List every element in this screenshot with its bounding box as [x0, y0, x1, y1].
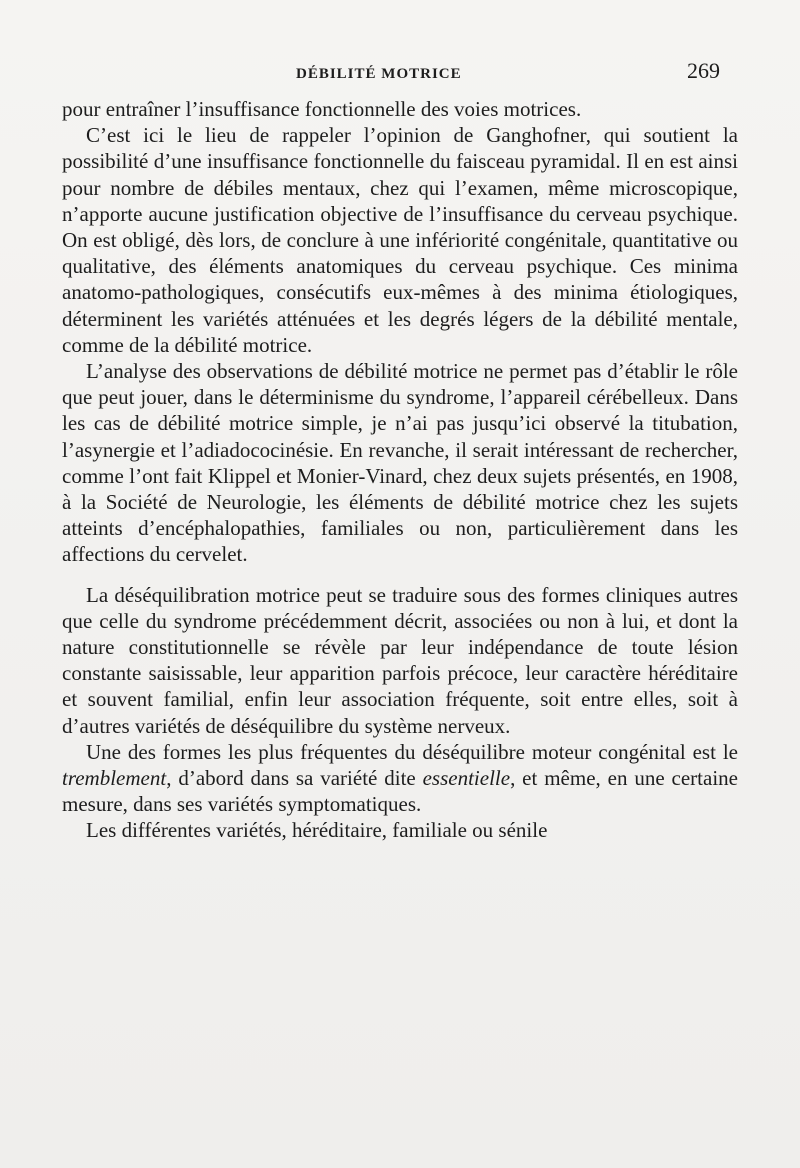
paragraph-5-end: , et même, en une certaine mesure, dans ses variétés symptomatiques.: [62, 766, 738, 817]
paragraph-1: pour entraîner l’insuffisance fonctionnelle des voies motrices.: [62, 97, 582, 121]
paragraph-3: L’analyse des observations de débilité motrice ne permet pas d’établir le rôle que peut jouer, dans le déterminisme du syndrome, l’appareil cérébelleux. Dans les cas de débilité motrice simple, je n’ai pas jusqu’ici observé la titubation, l’asynergie et l’adiadococinésie. En revanche, il serait intéressant de rechercher, comme l’ont fait Klippel et Monier-Vinard, chez deux sujets présentés, en 1908, à la Société de Neurologie, les éléments de débilité motrice chez les sujets atteints d’encéphalopathies, familiales ou non, particulièrement dans les affections du cervelet.: [62, 359, 738, 567]
paragraph-2: C’est ici le lieu de rappeler l’opinion de Ganghofner, qui soutient la possibilité d’une insuffisance fonctionnelle du faisceau pyramidal. Il en est ainsi pour nombre de débiles mentaux, chez qui l’examen, même microscopique, n’apporte aucune justification objective de l’insuffisance du cerveau psychique. On est obligé, dès lors, de conclure à une infériorité congénitale, quantitative ou qualitative, des éléments anatomiques du cerveau psychique. Ces minima anatomo-pathologiques, consécutifs eux-mêmes à des minima étiologiques, déterminent les variétés atténuées et les degrés légers de la débilité mentale, comme de la débilité motrice.: [62, 123, 738, 357]
paragraph-5-start: Une des formes les plus fréquentes du déséquilibre moteur congénital est le: [86, 739, 738, 764]
paragraph-5: [62, 739, 738, 818]
paragraph-6: Les différentes variétés, héréditaire, familiale ou sénile: [86, 818, 548, 843]
emphasis-essentielle: essentielle: [422, 766, 511, 791]
body-text: [62, 96, 738, 844]
page-number: 269: [687, 58, 720, 83]
emphasis-tremblement: tremblement: [62, 766, 167, 791]
paragraph-4: La déséquilibration motrice peut se traduire sous des formes cliniques autres que celle du syndrome précédemment décrit, associées ou non à lui, et dont la nature constitutionnelle se révèle par leur indépendance de toute lésion constante saisissable, leur apparition parfois précoce, leur caractère héréditaire et souvent familial, enfin leur association fréquente, soit entre elles, soit à d’autres variétés de déséquilibre du système nerveux.: [62, 582, 738, 738]
paragraph-5-middle: , d’abord dans sa variété dite: [166, 766, 423, 791]
page-header: [62, 58, 740, 90]
running-title: DÉBILITÉ MOTRICE: [296, 66, 462, 82]
